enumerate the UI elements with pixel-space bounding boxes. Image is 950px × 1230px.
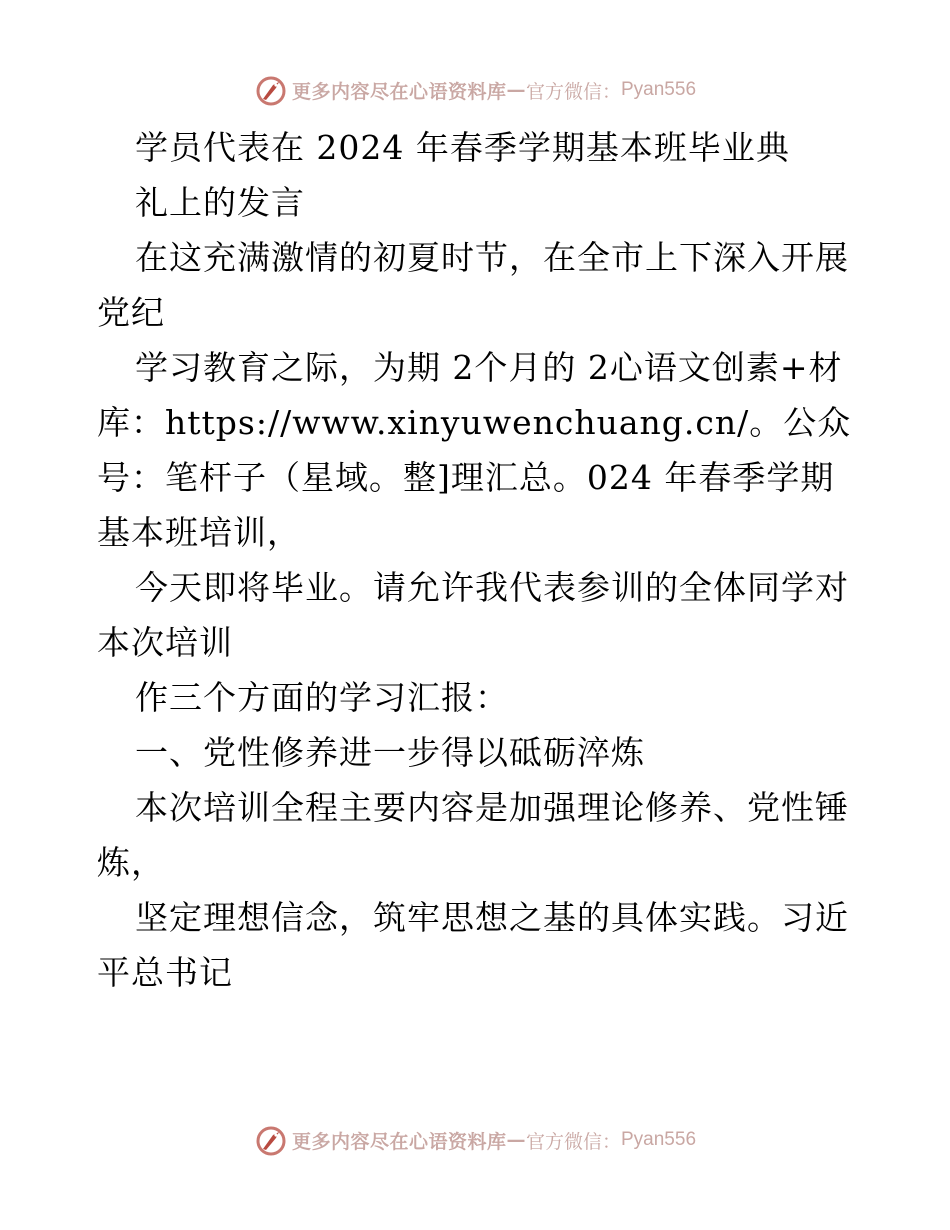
paragraph-title-line-1: 学员代表在 2024 年春季学期基本班毕业典 <box>134 128 790 167</box>
paragraph: 坚定理想信念，筑牢思想之基的具体实践。习近平总书记 <box>97 898 849 992</box>
footer-watermark <box>0 1120 950 1160</box>
header-wechat-id: Pyan556 <box>621 79 697 100</box>
header-wechat-label: 官方微信： <box>525 80 621 103</box>
pen-nib-logo-icon <box>254 1123 288 1157</box>
document-body <box>97 120 857 1000</box>
footer-wechat-label: 官方微信： <box>525 1130 621 1153</box>
paragraph: 作三个方面的学习汇报： <box>134 678 509 717</box>
paragraph-title-line-2: 礼上的发言 <box>134 183 305 222</box>
section-heading: 一、党性修养进一步得以砥砺淬炼 <box>134 733 645 772</box>
header-watermark <box>0 70 950 110</box>
footer-site-text: 更多内容尽在心语资料库 <box>291 1130 507 1153</box>
paragraph: 本次培训全程主要内容是加强理论修养、党性锤炼， <box>97 788 849 882</box>
paragraph: 在这充满激情的初夏时节，在全市上下深入开展党纪 <box>97 238 849 332</box>
footer-wechat-id: Pyan556 <box>621 1129 697 1150</box>
header-separator: — <box>506 79 526 101</box>
paragraph: 学习教育之际，为期 2个月的 2心语文创素+材库：https://www.xinyuwenchuang.cn/。公众号：笔杆子（星域。整]理汇总。024 年春季学期基本班培训， <box>97 348 852 552</box>
header-site-text: 更多内容尽在心语资料库 <box>291 80 507 103</box>
pen-nib-logo-icon <box>254 73 288 107</box>
paragraph: 今天即将毕业。请允许我代表参训的全体同学对本次培训 <box>97 568 849 662</box>
footer-separator: — <box>506 1129 526 1151</box>
